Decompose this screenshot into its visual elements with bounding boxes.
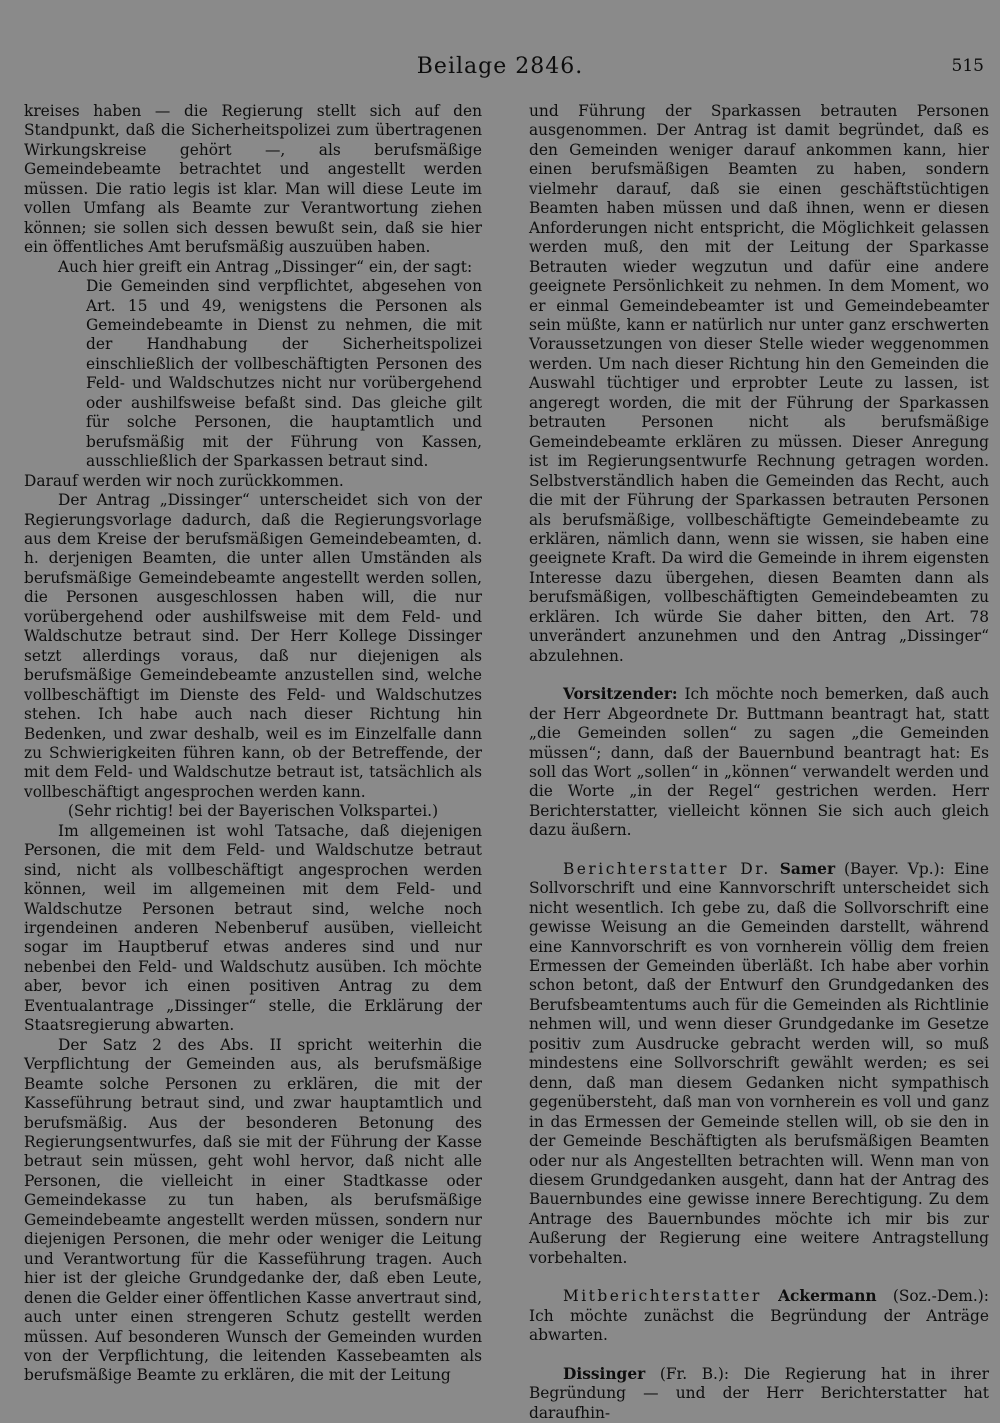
left-column [24, 102, 482, 1386]
speech [529, 1287, 989, 1345]
speaker-name: Samer [779, 859, 836, 878]
quoted-motion: Die Gemeinden sind verpflichtet, abgesehen von Art. 15 und 49, wenigstens die Personen als Gemeindebeamte in Dienst zu nehmen, die mit der Handhabung der Sicherheitspolizei einschließlich der vollbeschäftigten Personen des Feld- und Waldschutzes nicht nur vorübergehend oder aushilfsweise befaßt sind. Das gleiche gilt für solche Personen, die hauptamtlich und berufsmäßig mit der Führung von Kassen, ausschließlich der Sparkassen betraut sind. [86, 277, 482, 471]
paragraph: kreises haben — die Regierung stellt sich auf den Standpunkt, daß die Sicherheitspolizei zum übertragenen Wirkungskreise gehört —, als berufsmäßige Gemeindebeamte betrachtet und angestellt werden müssen. Die ratio legis ist klar. Man will diese Leute im vollen Umfang als Beamte zur Verantwortung ziehen können; sie sollen sich dessen bewußt sein, daß sie hier ein öffentliches Amt berufsmäßig auszuüben haben. [24, 102, 482, 257]
speech-text: Die Regierung hat in ihrer Begründung — und der Herr Berichterstatter hat daraufhin- [529, 1364, 989, 1422]
speaker-party: (Soz.-Dem.): [892, 1287, 989, 1306]
speech-text: Eine Sollvorschrift und eine Kannvorschrift unterscheidet sich nicht wesentlich. Ich gebe zu, daß die Sollvorschrift eine gewisse Weisung an die Gemeinden darstellt, während eine Kannvorschrift es von vornherein völlig dem freien Ermessen der Gemeinden überläßt. Ich habe aber vorhin schon betont, daß der Entwurf den Grundgedanken des Berufsbeamtentums auch für die Gemeinden als Richtlinie nehmen will, und wenn dieser Grundgedanke im Gesetze positiv zum Ausdrucke gebracht werden will, so muß mindestens eine Sollvorschrift gewählt werden; es sei denn, daß man diesem Gedanken nicht sympathisch gegenübersteht, daß man von vornherein es voll und ganz in das Ermessen der Gemeinde stellen will, ob sie den in der Gemeinde Beschäftigten als berufsmäßigen Beamten oder nur als Angestellten betrachten will. Wenn man von diesem Grundgedanken ausgeht, dann hat der Antrag des Bauernbundes eine gewisse innere Berechtigung. Zu dem Antrage des Bauernbundes möchte ich mir bis zur Außerung der Regierung eine weitere Antragstellung vorbehalten. [529, 859, 989, 1267]
page-header-title: Beilage 2846. [416, 54, 584, 79]
speech [529, 1365, 989, 1423]
interjection: (Sehr richtig! bei der Bayerischen Volkspartei.) [67, 802, 439, 821]
page-number: 515 [951, 56, 984, 76]
paragraph: Der Antrag „Dissinger“ unterscheidet sich von der Regierungsvorlage dadurch, daß die Regierungsvorlage aus dem Kreise der berufsmäßigen Gemeindebeamten, d. h. derjenigen Beamten, die unter allen Umständen als berufsmäßige Gemeindebeamte angestellt werden sollen, die Personen ausgeschlossen haben will, die nur vorübergehend oder aushilfsweise mit dem Feld- und Waldschutze betraut sind. Der Herr Kollege Dissinger setzt allerdings voraus, daß nur diejenigen als berufsmäßige Gemeindebeamte anzustellen sind, welche vollbeschäftigt im Dienste des Feld- und Waldschutzes stehen. Ich habe auch nach dieser Richtung hin Bedenken, und zwar deshalb, weil es im Einzelfalle dann zu Schwierigkeiten führen kann, ob der Betreffende, der mit dem Feld- und Waldschutze betraut ist, tatsächlich als vollbeschäftigt angesprochen werden kann. [24, 491, 482, 801]
paragraph: Auch hier greift ein Antrag „Dissinger“ ein, der sagt: [58, 257, 473, 276]
speech [529, 685, 989, 841]
speech-text: Ich möchte zunächst die Begründung der Anträge abwarten. [529, 1306, 989, 1345]
speaker-role: Mitberichterstatter [563, 1287, 762, 1306]
speech-text: Ich möchte noch bemerken, daß auch der Herr Abgeordnete Dr. Buttmann beantragt hat, statt „die Gemeinden sollen“ zu sagen „die Gemeinden müssen“; dann, daß der Bauernbund beantragt hat: Es soll das Wort „sollen“ in „können“ verwandelt werden und die Worte „in der Regel“ gestrichen werden. Herr Berichterstatter, vielleicht können Sie sich auch gleich dazu äußern. [529, 685, 989, 840]
speaker-role: Berichterstatter Dr. [563, 859, 771, 878]
right-column [529, 102, 989, 1423]
speaker-party: (Bayer. Vp.): [844, 859, 945, 878]
paragraph: Der Satz 2 des Abs. II spricht weiterhin die Verpflichtung der Gemeinden aus, als berufsmäßige Beamte solche Personen zu erklären, die mit der Kasseführung betraut sind, und zwar hauptamtlich und berufsmäßig. Aus der besonderen Betonung des Regierungsentwurfes, daß sie mit der Führung der Kasse betraut sein müssen, geht wohl hervor, daß nicht alle Personen, die vielleicht in einer Stadtkasse oder Gemeindekasse zu tun haben, als berufsmäßige Gemeindebeamte angestellt werden müssen, sondern nur diejenigen Personen, die mehr oder weniger die Leitung und Verantwortung für die Kasseführung tragen. Auch hier ist der gleiche Grundgedanke der, daß eben Leute, denen die Gelder einer öffentlichen Kasse anvertraut sind, auch unter einen strengeren Schutz gestellt werden müssen. Auf besonderen Wunsch der Gemeinden wurden von der Verpflichtung, die leitenden Kassebeamten als berufsmäßige Beamte zu erklären, die mit der Leitung [24, 1035, 482, 1385]
paragraph: und Führung der Sparkassen betrauten Personen ausgenommen. Der Antrag ist damit begründet, daß es den Gemeinden weniger darauf ankommen kann, hier einen berufsmäßigen Beamten zu haben, sondern vielmehr darauf, daß sie einen geschäftstüchtigen Beamten haben müssen und daß ihnen, wenn er diesen Anforderungen nicht entspricht, die Möglichkeit gelassen werden muß, den mit der Leitung der Sparkasse Betrauten wieder wegzutun und dafür eine andere geeignete Persönlichkeit zu nehmen. In dem Moment, wo er einmal Gemeindebeamter ist und Gemeindebeamter sein müßte, kann er natürlich nur unter ganz erschwerten Voraussetzungen von dieser Stelle wieder weggenommen werden. Um nach dieser Richtung hin den Gemeinden die Auswahl tüchtiger und erprobter Leute zu lassen, ist angeregt worden, die mit der Führung der Sparkassen betrauten Personen nicht als berufsmäßige Gemeindebeamte erklären zu müssen. Dieser Anregung ist im Regierungsentwurfe Rechnung getragen worden. Selbstverständlich haben die Gemeinden das Recht, auch die mit der Führung der Sparkassen betrauten Personen als berufsmäßige, vollbeschäftigte Gemeindebeamte zu erklären, nämlich dann, wenn sie wissen, sie haben eine geeignete Kraft. Da wird die Gemeinde in ihrem eigensten Interesse dazu übergehen, diesen Beamten dann als berufsmäßigen, vollbeschäftigten Gemeindebeamten zu erklären. Ich würde Sie daher bitten, den Art. 78 unverändert anzunehmen und den Antrag „Dissinger“ abzulehnen. [529, 102, 989, 665]
speaker-name: Vorsitzender: [563, 685, 678, 704]
paragraph: Darauf werden wir noch zurückkommen. [24, 471, 344, 490]
paragraph: Im allgemeinen ist wohl Tatsache, daß diejenigen Personen, die mit dem Feld- und Waldschutze betraut sind, nicht als vollbeschäftigt angesprochen werden können, weil im allgemeinen mit dem Feld- und Waldschutze Personen betraut sind, welche noch irgendeinen anderen Nebenberuf ausüben, vielleicht sogar im Hauptberuf etwas anderes sind und nur nebenbei den Feld- und Waldschutz ausüben. Ich möchte aber, bevor ich einen positiven Antrag zu dem Eventualantrage „Dissinger“ stelle, die Erklärung der Staatsregierung abwarten. [24, 821, 482, 1035]
speaker-name: Ackermann [778, 1287, 877, 1306]
speech [529, 860, 989, 1269]
speaker-party: (Fr. B.): [659, 1364, 730, 1383]
speaker-name: Dissinger [563, 1364, 646, 1383]
